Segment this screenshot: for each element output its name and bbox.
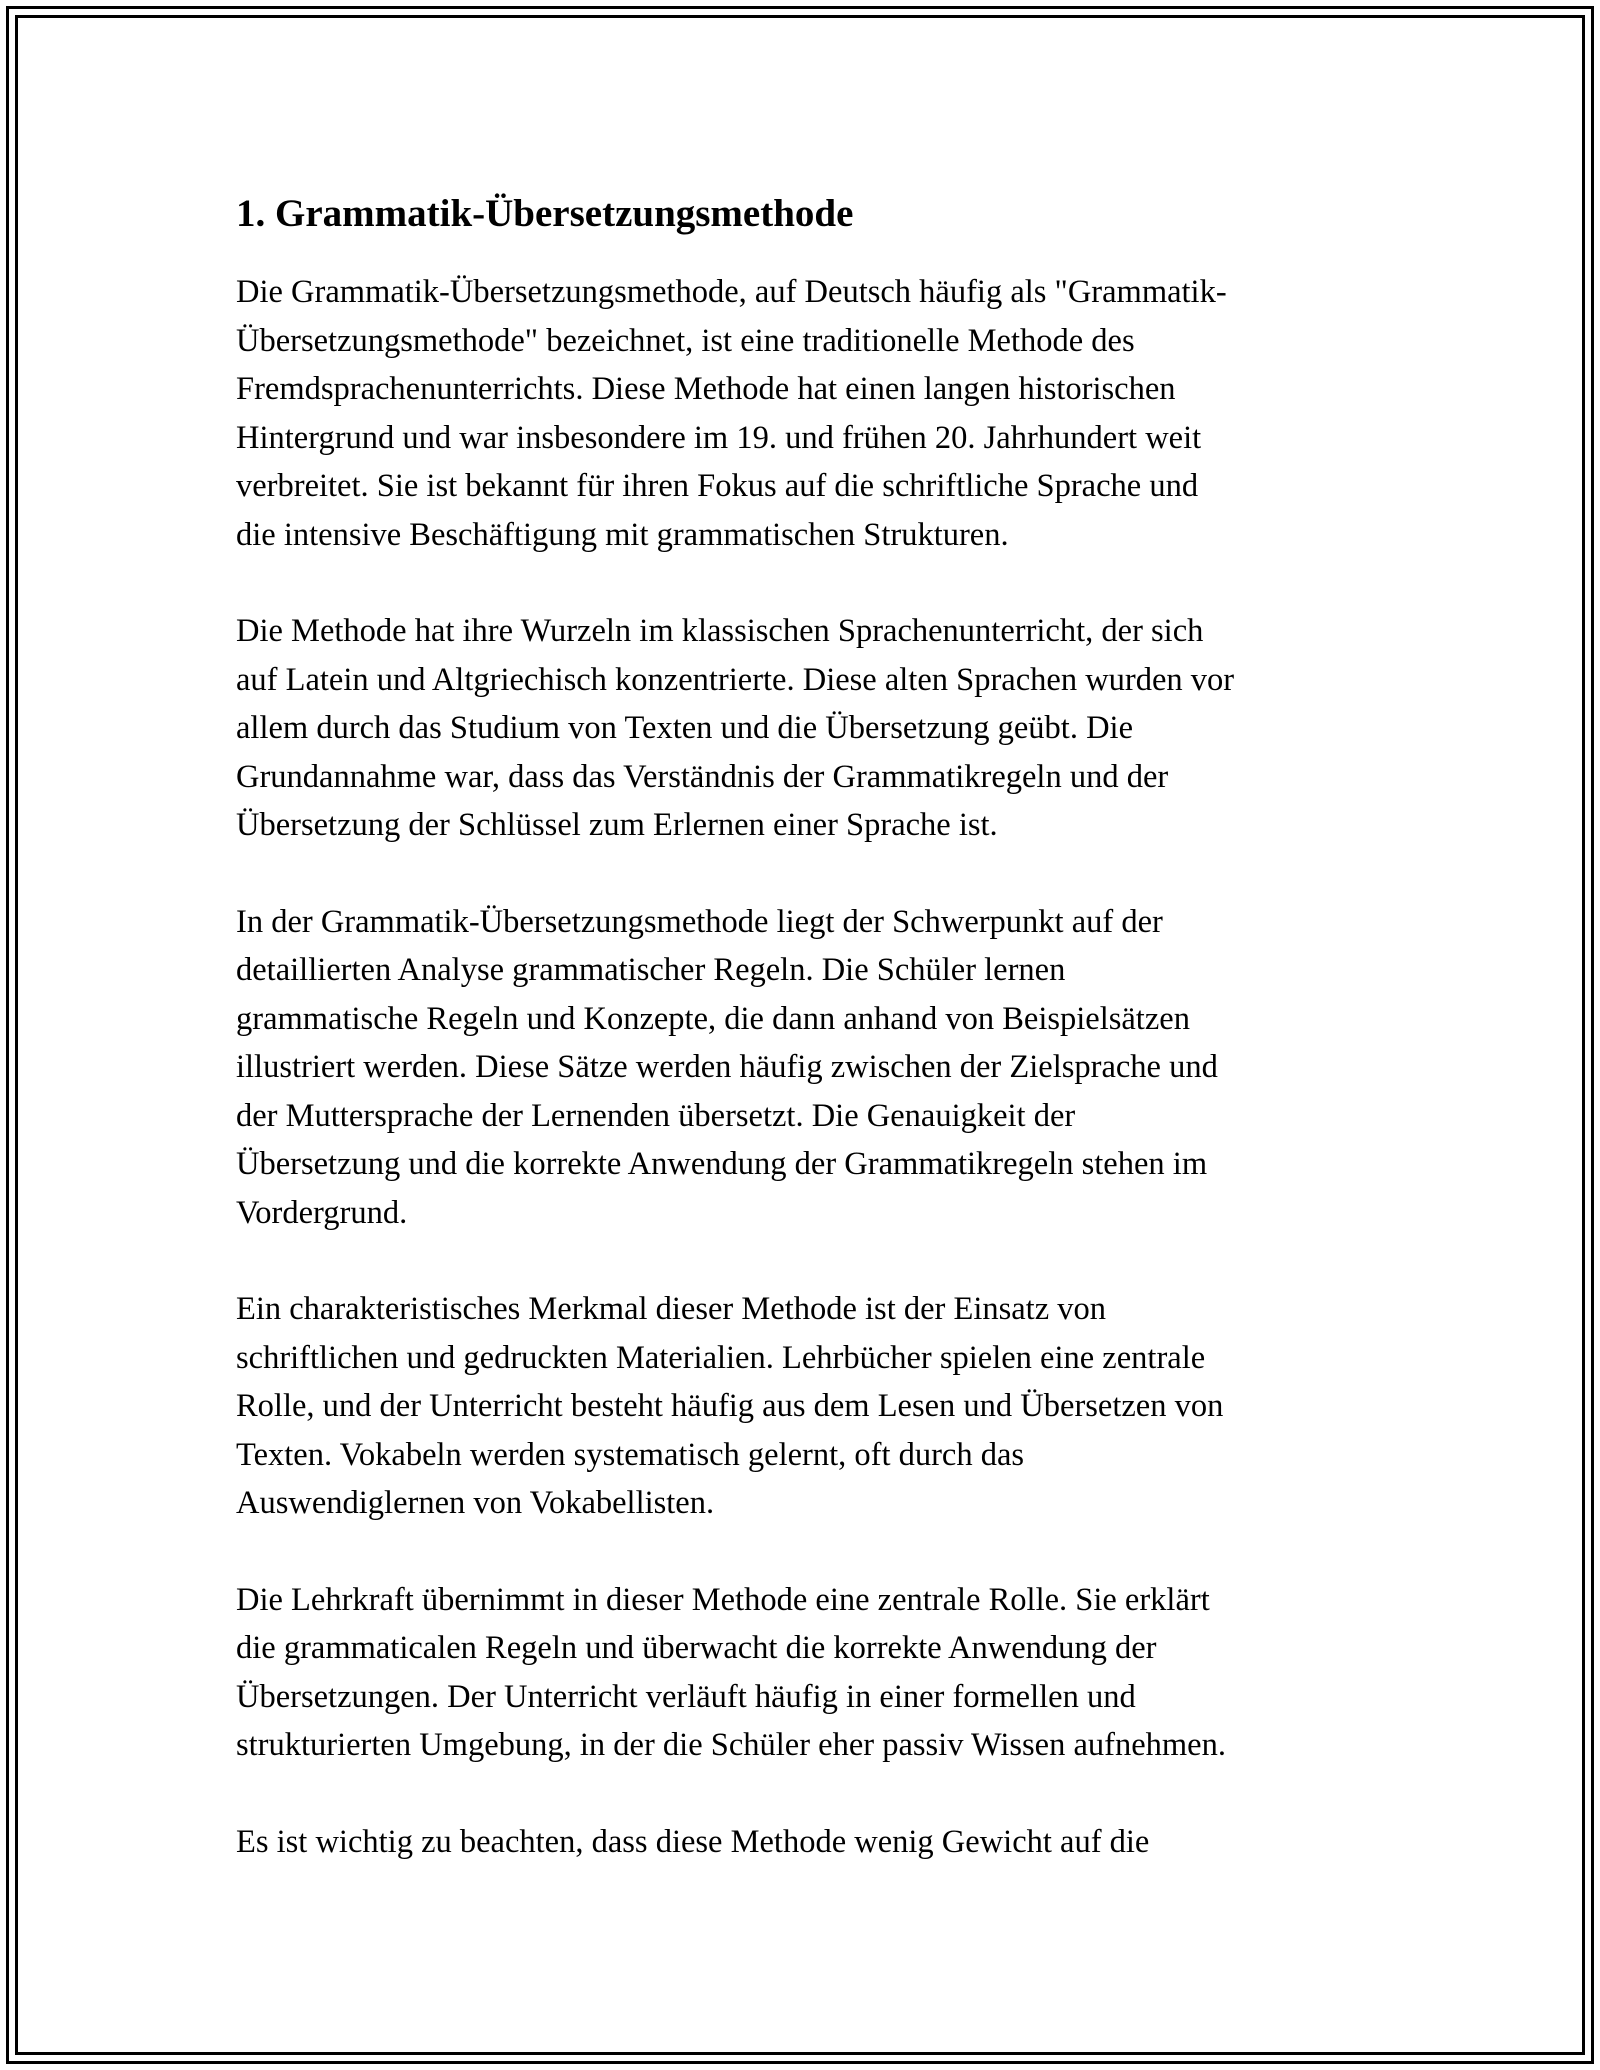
paragraph-2: Die Methode hat ihre Wurzeln im klassischen Sprachenunterricht, der sich auf Latein und Altgriechisch konzentrierte. Diese alten Sprachen wurden vor allem durch das Studium von Texten und die Übersetzung geübt. Die Grundannahme war, dass das Verständnis der Grammatikregeln und der Übersetzung der Schlüssel zum Erlernen einer Sprache ist. bbox=[236, 613, 1235, 843]
paragraph-1: Die Grammatik-Übersetzungsmethode, auf Deutsch häufig als "Grammatik- Übersetzungsmethode" bezeichnet, ist eine traditionelle Methode des Fremdsprachenunterrichts. Diese Methode hat einen langen historischen Hintergrund und war insbesondere im 19. und frühen 20. Jahrhundert weit verbreitet. Sie ist bekannt für ihren Fokus auf die schriftliche Sprache und die intensive Beschäftigung mit grammatischen Strukturen. bbox=[236, 274, 1227, 553]
section-heading: 1. Grammatik-Übersetzungsmethode bbox=[236, 192, 854, 235]
paragraph-5: Die Lehrkraft übernimmt in dieser Methode eine zentrale Rolle. Sie erklärt die grammaticalen Regeln und überwacht die korrekte Anwendung der Übersetzungen. Der Unterricht verläuft häufig in einer formellen und strukturierten Umgebung, in der die Schüler eher passiv Wissen aufnehmen. bbox=[236, 1581, 1226, 1763]
paragraph-3: In der Grammatik-Übersetzungsmethode liegt der Schwerpunkt auf der detaillierten Analyse grammatischer Regeln. Die Schüler lernen grammatische Regeln und Konzepte, die dann anhand von Beispielsätzen illustriert werden. Diese Sätze werden häufig zwischen der Zielsprache und der Muttersprache der Lernenden übersetzt. Die Genauigkeit der Übersetzung und die korrekte Anwendung der Grammatikregeln stehen im Vordergrund. bbox=[236, 903, 1218, 1231]
paragraph-6: Es ist wichtig zu beachten, dass diese Methode wenig Gewicht auf die bbox=[236, 1823, 1150, 1860]
paragraph-4: Ein charakteristisches Merkmal dieser Methode ist der Einsatz von schriftlichen und gedruckten Materialien. Lehrbücher spielen eine zentrale Rolle, und der Unterricht besteht häufig aus dem Lesen und Übersetzen von Texten. Vokabeln werden systematisch gelernt, oft durch das Auswendiglernen von Vokabellisten. bbox=[236, 1291, 1224, 1521]
document-body bbox=[236, 182, 1376, 1914]
